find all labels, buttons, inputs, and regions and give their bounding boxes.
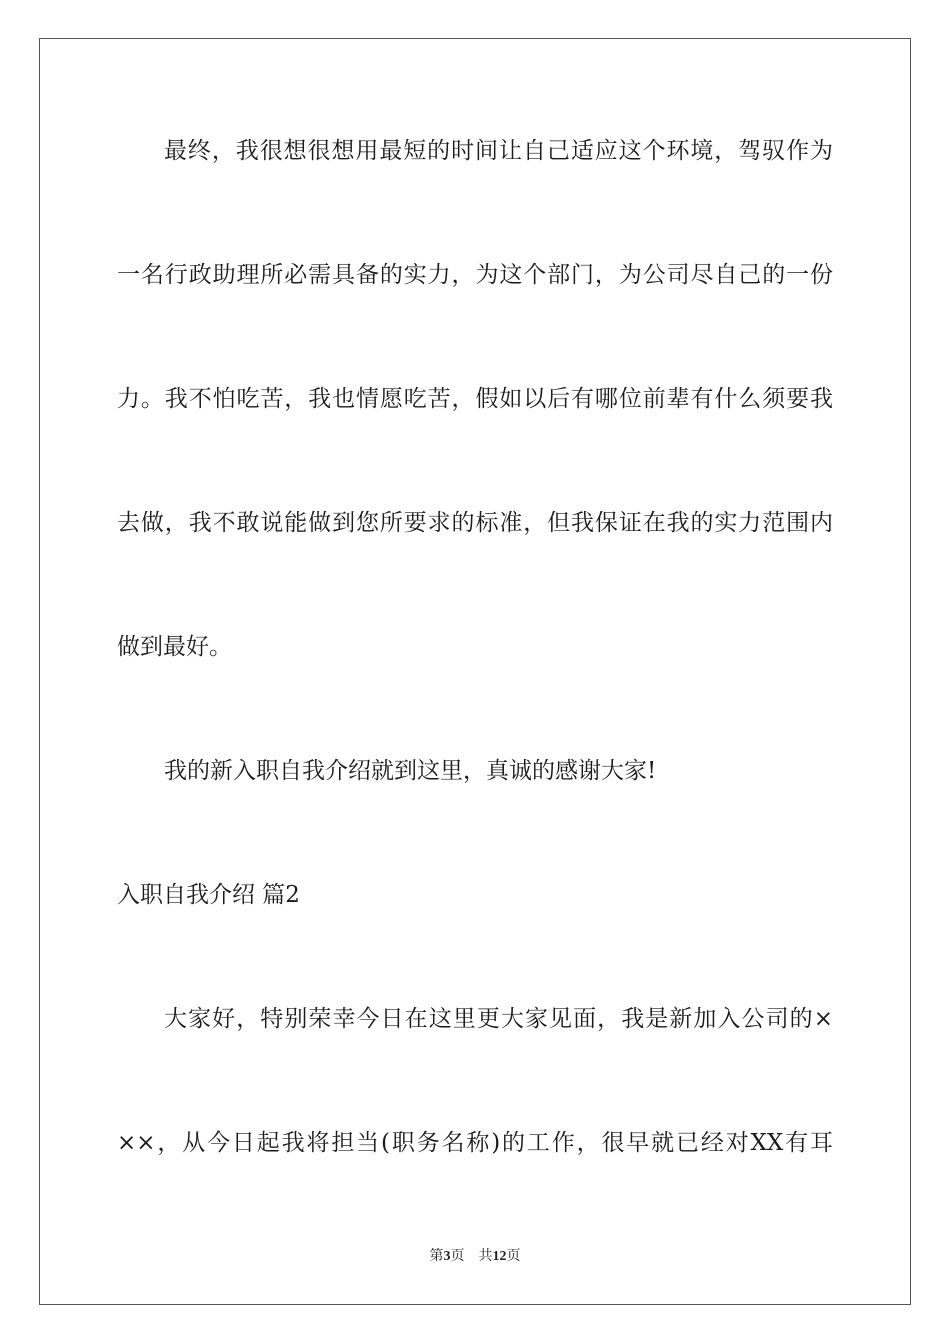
page-footer xyxy=(0,1247,950,1267)
paragraph-line-3: 力。我不怕吃苦，我也情愿吃苦，假如以后有哪位前辈有什么须要我 xyxy=(117,386,833,412)
section-heading: 入职自我介绍 篇2 xyxy=(117,882,300,908)
paragraph-line-7: ××，从今日起我将担当(职务名称)的工作，很早就已经对XX有耳 xyxy=(117,1130,833,1156)
footer-prefix: 第 xyxy=(429,1249,444,1264)
paragraph-line-1: 最终，我很想很想用最短的时间让自己适应这个环境，驾驭作为 xyxy=(164,138,833,164)
paragraph-line-6: 大家好，特别荣幸今日在这里更大家见面，我是新加入公司的× xyxy=(164,1006,833,1032)
paragraph-line-2: 一名行政助理所必需具备的实力，为这个部门，为公司尽自己的一份 xyxy=(117,262,833,288)
total-page-number: 12 xyxy=(492,1249,507,1264)
paragraph-line-4: 去做，我不敢说能做到您所要求的标准，但我保证在我的实力范围内 xyxy=(117,510,833,536)
footer-total-unit: 页 xyxy=(506,1249,521,1264)
page-border xyxy=(39,38,911,1305)
footer-page-unit: 页 xyxy=(450,1249,465,1264)
closing-line: 我的新入职自我介绍就到这里，真诚的感谢大家! xyxy=(164,758,657,784)
current-page-number: 3 xyxy=(443,1249,451,1264)
paragraph-line-5: 做到最好。 xyxy=(117,634,232,660)
footer-total-prefix: 共 xyxy=(478,1249,493,1264)
